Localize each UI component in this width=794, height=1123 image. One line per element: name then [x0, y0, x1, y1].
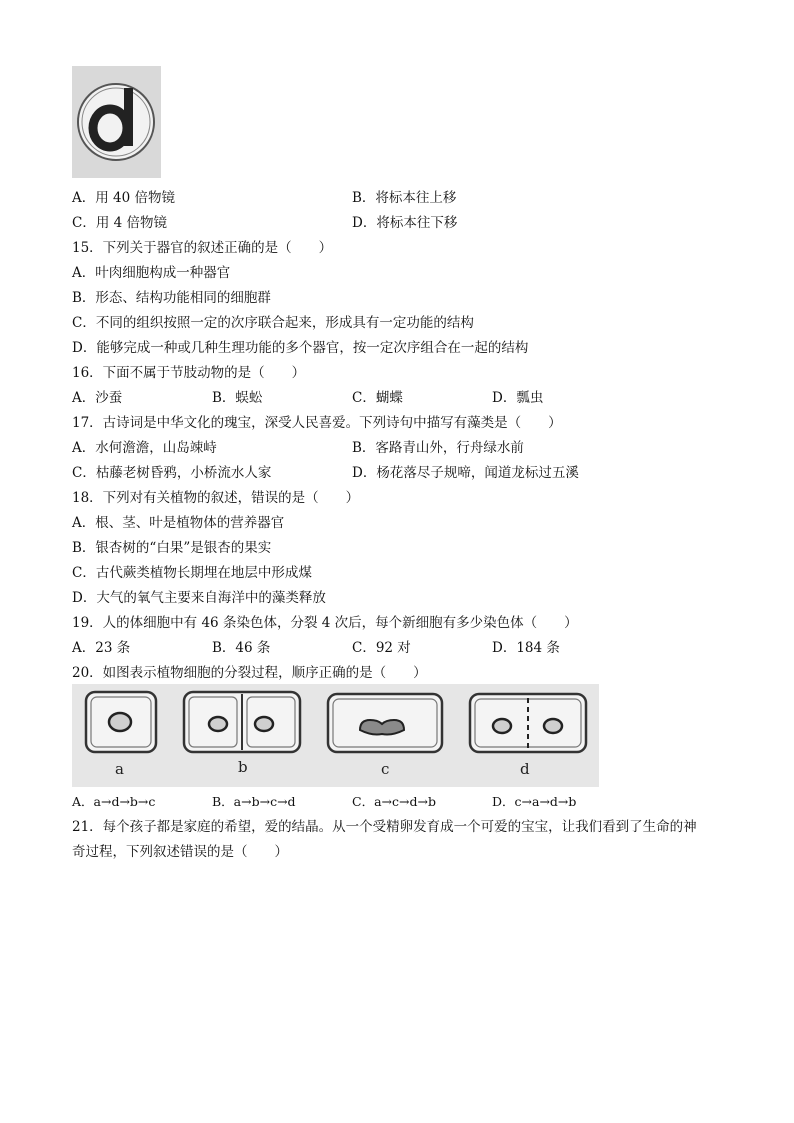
q16-stem: 16．下面不属于节肢动物的是（ ） — [72, 365, 306, 381]
q15-stem: 15．下列关于器官的叙述正确的是（ ） — [72, 240, 333, 256]
q16-option-b: B．蜈蚣 — [212, 390, 263, 406]
q20-option-d: D．c→a→d→b — [492, 794, 577, 809]
q19-option-b: B．46 条 — [212, 640, 271, 656]
q18-option-c: C．古代蕨类植物长期埋在地层中形成煤 — [72, 565, 312, 581]
q20-option-a: A．a→d→b→c — [72, 794, 156, 809]
q18-option-d: D．大气的氧气主要来自海洋中的藻类释放 — [72, 590, 326, 606]
cell-b-drawing — [184, 692, 300, 752]
q14-option-b: B．将标本往上移 — [352, 190, 457, 206]
q19-option-d: D．184 条 — [492, 640, 560, 656]
q16-option-d: D．瓢虫 — [492, 390, 544, 406]
q17-option-a: A．水何澹澹，山岛竦峙 — [72, 440, 217, 456]
q16-option-c: C．蝴蝶 — [352, 390, 403, 406]
q17-option-c: C．枯藤老树昏鸦，小桥流水人家 — [72, 465, 272, 481]
q18-stem: 18．下列对有关植物的叙述，错误的是（ ） — [72, 490, 360, 506]
cell-c-drawing — [328, 694, 442, 752]
cell-a-drawing — [86, 692, 156, 752]
q15-option-d: D．能够完成一种或几种生理功能的多个器官，按一定次序组合在一起的结构 — [72, 340, 529, 356]
q19-option-c: C．92 对 — [352, 640, 411, 656]
q19-stem: 19．人的体细胞中有 46 条染色体，分裂 4 次后，每个新细胞有多少染色体（ ） — [72, 615, 578, 631]
q15-option-b: B．形态、结构功能相同的细胞群 — [72, 290, 271, 306]
q14-option-a: A．用 40 倍物镜 — [72, 190, 176, 206]
q14-option-d: D．将标本往下移 — [352, 215, 458, 231]
q18-option-a: A．根、茎、叶是植物体的营养器官 — [72, 515, 285, 531]
q20-option-b: B．a→b→c→d — [212, 794, 296, 809]
fig-label-a: a — [115, 760, 124, 778]
q21-stem-line2: 奇过程，下列叙述错误的是（ ） — [72, 844, 288, 860]
q17-option-b: B．客路青山外，行舟绿水前 — [352, 440, 524, 456]
q21-stem-line1: 21．每个孩子都是家庭的希望，爱的结晶。从一个受精卵发育成一个可爱的宝宝，让我们看到了生命的神 — [72, 819, 697, 835]
fig-label-d: d — [520, 760, 530, 778]
q18-option-b: B．银杏树的“白果”是银杏的果实 — [72, 540, 272, 556]
q16-option-a: A．沙蚕 — [72, 390, 123, 406]
cell-d-drawing — [470, 694, 586, 752]
q15-option-a: A．叶肉细胞构成一种器官 — [72, 265, 231, 281]
q14-option-c: C．用 4 倍物镜 — [72, 215, 168, 231]
q19-option-a: A．23 条 — [72, 640, 131, 656]
q15-option-c: C．不同的组织按照一定的次序联合起来，形成具有一定功能的结构 — [72, 315, 474, 331]
microscope-view-image — [72, 66, 161, 178]
q20-stem: 20．如图表示植物细胞的分裂过程，顺序正确的是（ ） — [72, 665, 427, 681]
q17-option-d: D．杨花落尽子规啼，闻道龙标过五溪 — [352, 465, 579, 481]
q17-stem: 17．古诗词是中华文化的瑰宝，深受人民喜爱。下列诗句中描写有藻类是（ ） — [72, 415, 562, 431]
q20-option-c: C．a→c→d→b — [352, 794, 436, 809]
fig-label-c: c — [381, 760, 390, 778]
fig-label-b: b — [238, 758, 248, 776]
